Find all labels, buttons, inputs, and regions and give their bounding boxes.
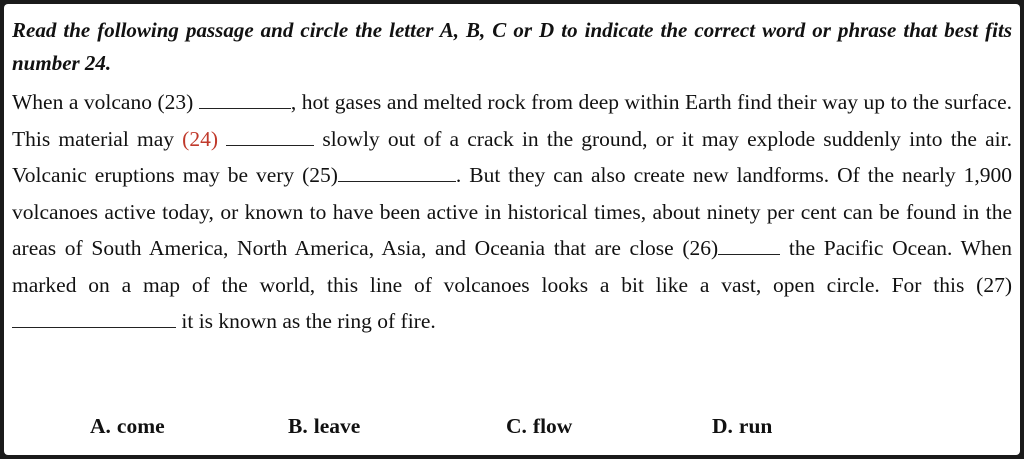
blank-26 <box>718 236 780 255</box>
answer-options <box>4 410 1020 450</box>
passage-text: it is known as the ring of fire. <box>176 309 436 333</box>
reading-passage <box>12 84 1012 340</box>
question-sheet <box>4 4 1020 455</box>
option-letter: D. <box>712 414 733 438</box>
passage-text: , hot gases and melted rock from deep within Earth find their way up to the surface. This material may <box>12 90 1012 151</box>
option-letter: C. <box>506 414 527 438</box>
blank-23 <box>199 90 291 109</box>
option-c[interactable] <box>506 414 572 439</box>
passage-text: . But they can also create new landforms. Of the nearly 1,900 volcanoes active today, or known to have been active in historical times, about ninety per cent can be found in the areas of South America, North America, Asia, and Oceania that are close (26) <box>12 163 1012 260</box>
blank-24 <box>226 127 314 146</box>
option-a[interactable] <box>90 414 165 439</box>
option-b[interactable] <box>288 414 360 439</box>
blank-27 <box>12 309 176 328</box>
blank-25 <box>338 163 456 182</box>
passage-text: the Pacific Ocean. When marked on a map of the world, this line of volcanoes looks a bit like a vast, open circle. For this (27) <box>12 236 1012 297</box>
passage-text: When a volcano (23) <box>12 90 199 114</box>
option-text: leave <box>313 414 361 438</box>
passage-text: slowly out of a crack in the ground, or it may explode suddenly into the air. Volcanic eruptions may be very (25) <box>12 126 1013 187</box>
option-text: run <box>738 414 773 438</box>
option-letter: B. <box>288 414 308 438</box>
question-instruction: Read the following passage and circle the letter A, B, C or D to indicate the correct word or phrase that best fits number 24. <box>12 18 1012 75</box>
option-text: flow <box>532 414 573 438</box>
option-d[interactable] <box>712 414 772 439</box>
option-text: come <box>116 414 165 438</box>
question-number-24: (24) <box>182 126 218 151</box>
option-letter: A. <box>90 414 111 438</box>
